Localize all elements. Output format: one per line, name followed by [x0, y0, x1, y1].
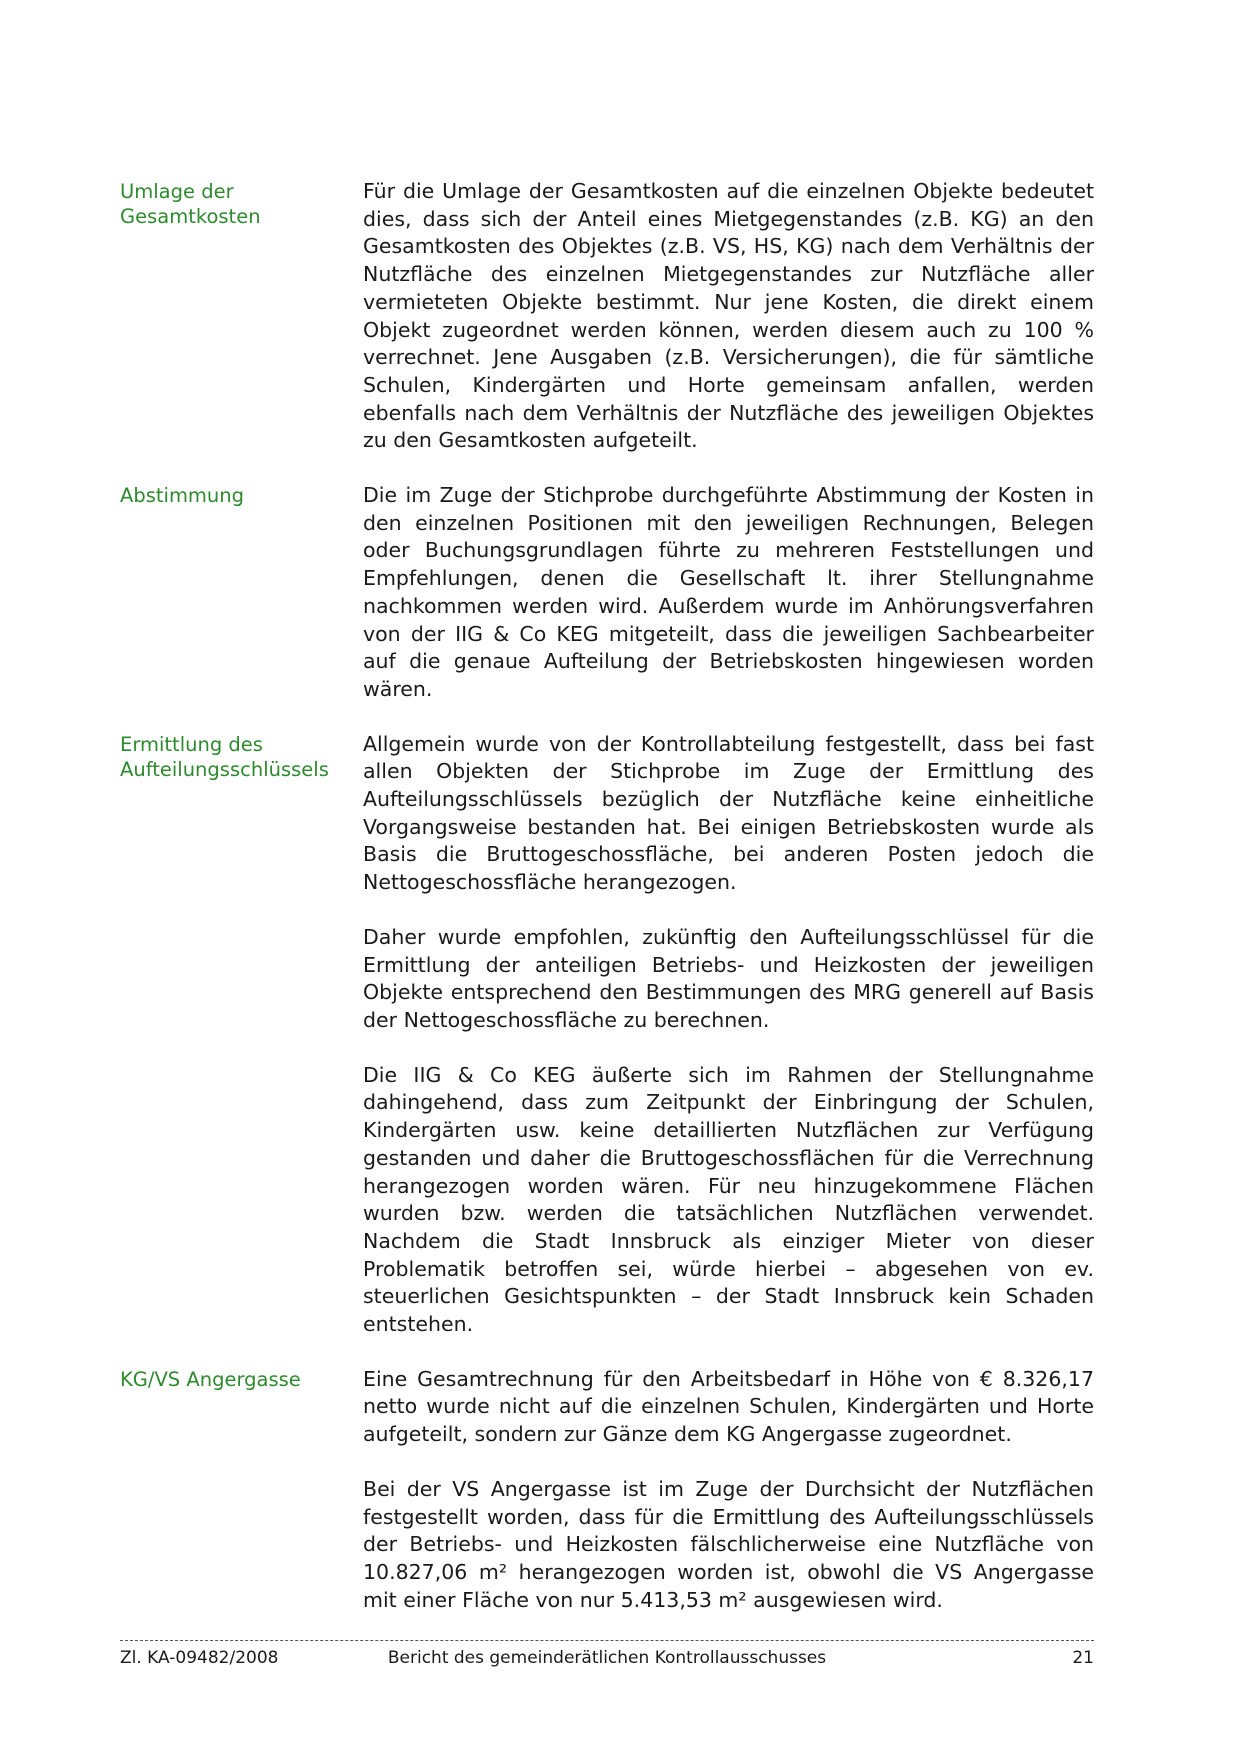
section-abstimmung — [120, 482, 1094, 731]
paragraph: Eine Gesamtrechnung für den Arbeitsbedarf in Höhe von € 8.326,17 netto wurde nicht auf die einzelnen Schulen, Kindergärten und Horte aufgeteilt, sondern zur Gänze dem KG Angergasse zugeordnet. — [363, 1366, 1094, 1447]
section-body-abstimmung — [363, 482, 1094, 731]
footer-title: Bericht des gemeinderätlichen Kontrollausschusses — [387, 1648, 827, 1668]
page-footer — [120, 1647, 1094, 1669]
section-angergasse — [120, 1366, 1094, 1642]
paragraph: Die im Zuge der Stichprobe durchgeführte Abstimmung der Kosten in den einzelnen Positionen mit den jeweiligen Rechnungen, Belegen oder Buchungsgrundlagen führte zu mehreren Feststellungen und Empfehlungen, denen die Gesellschaft lt. ihrer Stellungnahme nachkommen werden wird. Außerdem wurde im Anhörungsverfahren von der IIG & Co KEG mitgeteilt, dass die jeweiligen Sachbearbeiter auf die genaue Aufteilung der Betriebskosten hingewiesen worden wären. — [363, 483, 1094, 701]
section-body-umlage — [363, 178, 1094, 482]
margin-label-abstimmung: Abstimmung — [120, 484, 245, 508]
paragraph: Für die Umlage der Gesamtkosten auf die einzelnen Objekte bedeutet dies, dass sich der Anteil eines Mietgegenstandes (z.B. KG) an den Gesamtkosten des Objektes (z.B. VS, HS, KG) nach dem Verhältnis der Nutzfläche des einzelnen Mietgegenstandes zur Nutzfläche aller vermieteten Objekte bestimmt. Nur jene Kosten, die direkt einem Objekt zugeordnet werden können, werden diesem auch zu 100 % verrechnet. Jene Ausgaben (z.B. Versicherungen), die für sämtliche Schulen, Kindergärten und Horte gemeinsam anfallen, werden ebenfalls nach dem Verhältnis der Nutzfläche des jeweiligen Objektes zu den Gesamtkosten aufgeteilt. — [363, 179, 1094, 453]
paragraph: Die IIG & Co KEG äußerte sich im Rahmen der Stellungnahme dahingehend, dass zum Zeitpunkt der Einbringung der Schulen, Kindergärten usw. keine detaillierten Nutzflächen zur Verfügung gestanden und daher die Bruttogeschossflächen für die Verrechnung herangezogen worden wären. Für neu hinzugekommene Flächen wurden bzw. werden die tatsächlichen Nutzflächen verwendet. Nachdem die Stadt Innsbruck als einziger Mieter von dieser Problematik betroffen sei, würde hierbei – abgesehen von ev. steuerlichen Gesichtspunkten – der Stadt Innsbruck kein Schaden entstehen. — [363, 1062, 1094, 1337]
footer-divider — [120, 1640, 1094, 1641]
section-body-angergasse — [363, 1366, 1094, 1642]
paragraph: Daher wurde empfohlen, zukünftig den Aufteilungsschlüssel für die Ermittlung der anteiligen Betriebs- und Heizkosten der jeweiligen Objekte entsprechend den Bestimmungen des MRG generell auf Basis der Nettogeschossfläche zu berechnen. — [363, 924, 1094, 1032]
section-umlage — [120, 178, 1094, 482]
margin-label-angergasse: KG/VS Angergasse — [120, 1367, 301, 1391]
footer-reference: Zl. KA-09482/2008 — [120, 1648, 279, 1668]
margin-label-ermittlung: Ermittlung des Aufteilungsschlüssels — [120, 732, 329, 781]
report-content — [120, 178, 1094, 1641]
paragraph: Bei der VS Angergasse ist im Zuge der Durchsicht der Nutzflächen festgestellt worden, dass für die Ermittlung des Aufteilungsschlüssels der Betriebs- und Heizkosten fälschlicherweise eine Nutzfläche von 10.827,06 m² herangezogen worden ist, obwohl die VS Angergasse mit einer Fläche von nur 5.413,53 m² ausgewiesen wird. — [363, 1476, 1094, 1612]
paragraph: Allgemein wurde von der Kontrollabteilung festgestellt, dass bei fast allen Objekten der Stichprobe im Zuge der Ermittlung des Aufteilungsschlüssels bezüglich der Nutzfläche keine einheitliche Vorgangsweise bestanden hat. Bei einigen Betriebskosten wurde als Basis die Bruttogeschossfläche, bei anderen Posten jedoch die Nettogeschossfläche herangezogen. — [363, 731, 1094, 895]
section-body-ermittlung — [363, 731, 1094, 1366]
section-ermittlung — [120, 731, 1094, 1366]
page-number: 21 — [1072, 1648, 1094, 1668]
margin-label-umlage: Umlage der Gesamtkosten — [120, 180, 261, 228]
